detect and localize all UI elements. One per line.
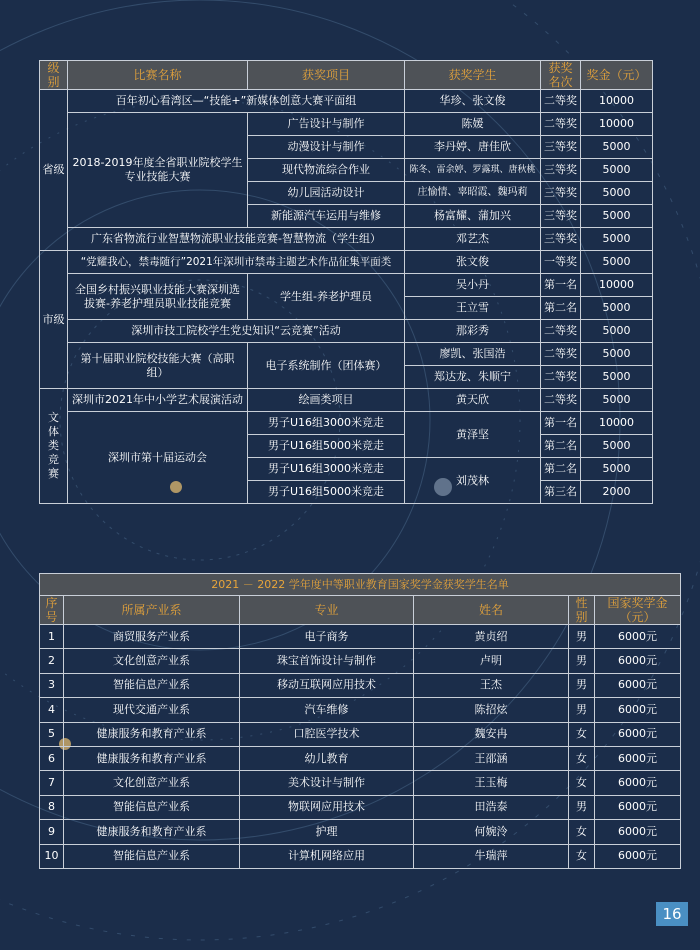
award-rank: 二等奖 [541, 366, 581, 389]
project-name: 幼儿园活动设计 [248, 182, 405, 205]
major: 物联网应用技术 [240, 795, 414, 819]
table-row [40, 771, 681, 795]
table-row [40, 746, 681, 770]
scholarship-body [40, 625, 681, 869]
prize-amount: 5000 [581, 182, 653, 205]
scholarship-amount: 6000元 [595, 746, 681, 770]
scholarship-amount: 6000元 [595, 844, 681, 868]
student-name: 王玉梅 [414, 771, 569, 795]
scholarship-amount: 6000元 [595, 673, 681, 697]
table-row [40, 412, 653, 435]
level-municipal: 市级 [40, 251, 68, 389]
gender: 女 [569, 746, 595, 770]
student-name: 王邵涵 [414, 746, 569, 770]
student-name: 李丹婷、唐佳欣 [405, 136, 541, 159]
student-name: 陈冬、雷余婷、罗露琪、唐秋桃 [405, 159, 541, 182]
row-index: 3 [40, 673, 64, 697]
award-rank: 三等奖 [541, 182, 581, 205]
row-index: 6 [40, 746, 64, 770]
gender: 女 [569, 722, 595, 746]
competition-name: 深圳市技工院校学生党史知识“云竞赛”活动 [68, 320, 405, 343]
header-project: 获奖项目 [248, 61, 405, 90]
gender: 男 [569, 673, 595, 697]
award-rank: 三等奖 [541, 159, 581, 182]
major: 口腔医学技术 [240, 722, 414, 746]
project-name: 现代物流综合作业 [248, 159, 405, 182]
project-name: 男子U16组5000米竞走 [248, 481, 405, 504]
award-rank: 三等奖 [541, 205, 581, 228]
project-name: 男子U16组3000米竞走 [248, 458, 405, 481]
scholarship-title: 2021 － 2022 学年度中等职业教育国家奖学金获奖学生名单 [40, 574, 681, 596]
student-name: 郑达龙、朱顺宁 [405, 366, 541, 389]
award-rank: 二等奖 [541, 389, 581, 412]
competition-name: 第十届职业院校技能大赛（高职组） [68, 343, 248, 389]
student-name: 邓艺杰 [405, 228, 541, 251]
table-row [40, 343, 653, 366]
project-name: 学生组-养老护理员 [248, 274, 405, 320]
header-level: 级别 [40, 61, 68, 90]
student-name: 何婉泠 [414, 820, 569, 844]
scholarship-amount: 6000元 [595, 771, 681, 795]
major: 移动互联网应用技术 [240, 673, 414, 697]
department: 智能信息产业系 [64, 844, 240, 868]
competition-name: “党耀我心，禁毒随行”2021年深圳市禁毒主题艺术作品征集平面类 [68, 251, 405, 274]
row-index: 4 [40, 698, 64, 722]
header-student: 获奖学生 [405, 61, 541, 90]
table-row [40, 649, 681, 673]
student-name: 陈招炫 [414, 698, 569, 722]
award-rank: 二等奖 [541, 320, 581, 343]
scholarship-amount: 6000元 [595, 649, 681, 673]
prize-amount: 5000 [581, 205, 653, 228]
scholarship-table [39, 573, 681, 869]
award-rank: 二等奖 [541, 113, 581, 136]
student-name: 华珍、张文俊 [405, 90, 541, 113]
row-index: 9 [40, 820, 64, 844]
prize-amount: 10000 [581, 412, 653, 435]
scholarship-amount: 6000元 [595, 722, 681, 746]
prize-amount: 5000 [581, 366, 653, 389]
header-prize: 奖金（元） [581, 61, 653, 90]
project-name: 男子U16组3000米竞走 [248, 412, 405, 435]
table-row [40, 698, 681, 722]
competition-name: 全国乡村振兴职业技能大赛深圳选拔赛-养老护理员职业技能竞赛 [68, 274, 248, 320]
table-row [40, 113, 653, 136]
department: 文化创意产业系 [64, 649, 240, 673]
competition-name: 2018-2019年度全省职业院校学生专业技能大赛 [68, 113, 248, 228]
department: 健康服务和教育产业系 [64, 746, 240, 770]
table-row [40, 251, 653, 274]
gender: 男 [569, 795, 595, 819]
row-index: 1 [40, 625, 64, 649]
prize-amount: 5000 [581, 343, 653, 366]
prize-amount: 5000 [581, 159, 653, 182]
table-row [40, 722, 681, 746]
level-culture-sports: 文体类竞赛 [40, 389, 68, 504]
competition-name: 百年初心看湾区—“技能+”新媒体创意大赛平面组 [68, 90, 405, 113]
page-number: 16 [656, 902, 688, 926]
student-name: 那彩秀 [405, 320, 541, 343]
award-rank: 三等奖 [541, 136, 581, 159]
competition-name: 深圳市第十届运动会 [68, 412, 248, 504]
gender: 男 [569, 698, 595, 722]
award-rank: 第一名 [541, 274, 581, 297]
student-name: 王杰 [414, 673, 569, 697]
student-name: 廖凯、张国浩 [405, 343, 541, 366]
major: 汽车维修 [240, 698, 414, 722]
header-department: 所属产业系 [64, 596, 240, 625]
table-row [40, 389, 653, 412]
scholarship-header-row [40, 596, 681, 625]
prize-amount: 5000 [581, 136, 653, 159]
project-name: 电子系统制作（团体赛） [248, 343, 405, 389]
department: 健康服务和教育产业系 [64, 820, 240, 844]
project-name: 动漫设计与制作 [248, 136, 405, 159]
table-row [40, 625, 681, 649]
table-row [40, 820, 681, 844]
table-row [40, 795, 681, 819]
department: 智能信息产业系 [64, 795, 240, 819]
gender: 女 [569, 771, 595, 795]
table-row [40, 274, 653, 297]
award-rank: 第三名 [541, 481, 581, 504]
prize-amount: 5000 [581, 435, 653, 458]
student-name: 张文俊 [405, 251, 541, 274]
prize-amount: 5000 [581, 297, 653, 320]
prize-amount: 10000 [581, 113, 653, 136]
prize-amount: 5000 [581, 228, 653, 251]
major: 护理 [240, 820, 414, 844]
student-name: 王立雪 [405, 297, 541, 320]
student-name: 牛瑞萍 [414, 844, 569, 868]
prize-amount: 10000 [581, 90, 653, 113]
scholarship-amount: 6000元 [595, 698, 681, 722]
department: 现代交通产业系 [64, 698, 240, 722]
scholarship-amount: 6000元 [595, 795, 681, 819]
row-index: 10 [40, 844, 64, 868]
competition-name: 广东省物流行业智慧物流职业技能竞赛-智慧物流（学生组） [68, 228, 405, 251]
project-name: 男子U16组5000米竞走 [248, 435, 405, 458]
award-rank: 第一名 [541, 412, 581, 435]
student-name: 庄愉情、辜昭霞、魏玛莉 [405, 182, 541, 205]
table-row [40, 673, 681, 697]
student-name: 黄贞绍 [414, 625, 569, 649]
student-name: 吴小丹 [405, 274, 541, 297]
scholarship-title-row [40, 574, 681, 596]
scholarship-amount: 6000元 [595, 820, 681, 844]
award-rank: 第二名 [541, 458, 581, 481]
row-index: 8 [40, 795, 64, 819]
table-row [40, 90, 653, 113]
gender: 女 [569, 820, 595, 844]
student-name: 刘茂林 [405, 458, 541, 504]
major: 计算机网络应用 [240, 844, 414, 868]
major: 珠宝首饰设计与制作 [240, 649, 414, 673]
award-rank: 二等奖 [541, 90, 581, 113]
table-row [40, 844, 681, 868]
prize-amount: 5000 [581, 458, 653, 481]
gender: 男 [569, 649, 595, 673]
student-name: 田浩泰 [414, 795, 569, 819]
student-name: 黄泽坚 [405, 412, 541, 458]
gender: 女 [569, 844, 595, 868]
student-name: 卢明 [414, 649, 569, 673]
student-name: 魏安冉 [414, 722, 569, 746]
header-index: 序号 [40, 596, 64, 625]
prize-amount: 5000 [581, 320, 653, 343]
major: 电子商务 [240, 625, 414, 649]
level-provincial: 省级 [40, 90, 68, 251]
department: 商贸服务产业系 [64, 625, 240, 649]
student-name: 杨富耀、蒲加兴 [405, 205, 541, 228]
row-index: 2 [40, 649, 64, 673]
department: 健康服务和教育产业系 [64, 722, 240, 746]
awards-header-row [40, 61, 653, 90]
header-name: 姓名 [414, 596, 569, 625]
project-name: 绘画类项目 [248, 389, 405, 412]
department: 智能信息产业系 [64, 673, 240, 697]
table-row [40, 320, 653, 343]
header-scholarship: 国家奖学金 （元） [595, 596, 681, 625]
header-major: 专业 [240, 596, 414, 625]
prize-amount: 2000 [581, 481, 653, 504]
project-name: 广告设计与制作 [248, 113, 405, 136]
award-rank: 第二名 [541, 297, 581, 320]
scholarship-amount: 6000元 [595, 625, 681, 649]
project-name: 新能源汽车运用与维修 [248, 205, 405, 228]
student-name: 陈媛 [405, 113, 541, 136]
major: 幼儿教育 [240, 746, 414, 770]
row-index: 7 [40, 771, 64, 795]
award-rank: 一等奖 [541, 251, 581, 274]
student-name: 黄天欣 [405, 389, 541, 412]
award-rank: 第二名 [541, 435, 581, 458]
award-rank: 三等奖 [541, 228, 581, 251]
competition-name: 深圳市2021年中小学艺术展演活动 [68, 389, 248, 412]
header-competition: 比赛名称 [68, 61, 248, 90]
awards-table [39, 60, 653, 504]
department: 文化创意产业系 [64, 771, 240, 795]
prize-amount: 5000 [581, 251, 653, 274]
row-index: 5 [40, 722, 64, 746]
gender: 男 [569, 625, 595, 649]
table-row [40, 228, 653, 251]
award-rank: 二等奖 [541, 343, 581, 366]
prize-amount: 5000 [581, 389, 653, 412]
major: 美术设计与制作 [240, 771, 414, 795]
header-gender: 性别 [569, 596, 595, 625]
prize-amount: 10000 [581, 274, 653, 297]
header-rank: 获奖名次 [541, 61, 581, 90]
